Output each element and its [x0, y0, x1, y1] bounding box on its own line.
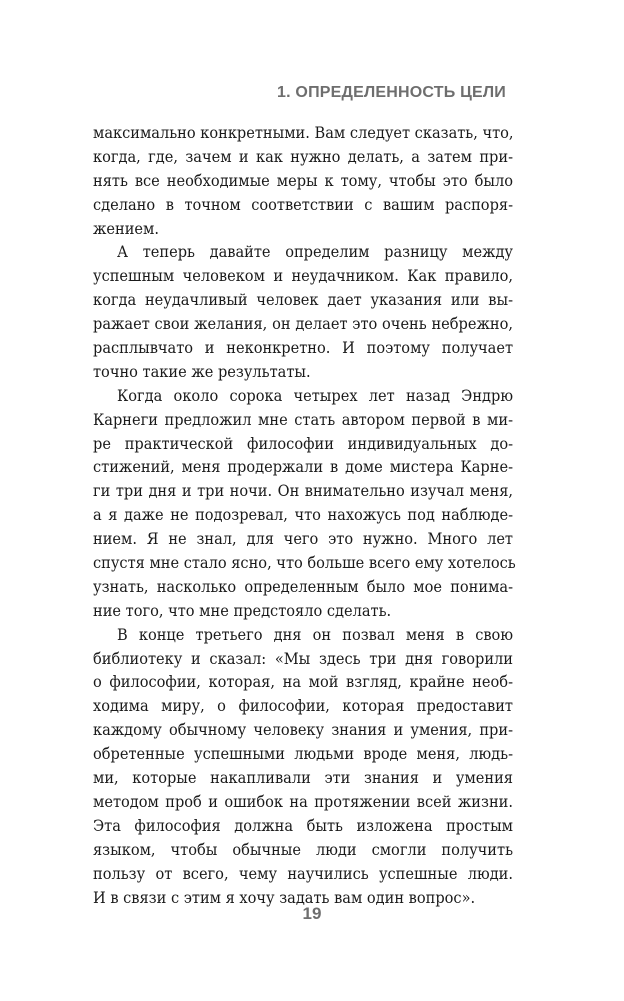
text-line: нием. Я не знал, для чего это нужно. Много лет [93, 529, 513, 549]
text-line: нять все необходимые меры к тому, чтобы это было [93, 170, 513, 190]
text-line: Когда около сорока четырех лет назад Эндрю [117, 385, 513, 405]
text-line: ги три дня и три ночи. Он внимательно изучал меня, [93, 481, 513, 501]
text-line: ражает свои желания, он делает это очень небрежно, [93, 314, 513, 334]
text-line: языком, чтобы обычные люди смогли получить [93, 839, 513, 859]
text-line: стижений, меня продержали в доме мистера Карне- [93, 457, 513, 477]
text-line: каждому обычному человеку знания и умения, при- [93, 720, 513, 740]
page-number: 19 [302, 904, 322, 923]
text-line: расплывчато и неконкретно. И поэтому получает [93, 338, 513, 358]
text-line: жением. [93, 218, 159, 238]
text-line: о философии, которая, на мой взгляд, крайне необ- [93, 672, 513, 692]
text-line: библиотеку и сказал: «Мы здесь три дня говорили [93, 648, 513, 668]
text-line: ходима миру, о философии, которая предоставит [93, 696, 513, 716]
text-line: когда, где, зачем и как нужно делать, а затем при- [93, 146, 513, 166]
text-line: Эта философия должна быть изложена простым [93, 815, 513, 835]
body-text [93, 121, 516, 909]
running-header-chapter-title: 1. ОПРЕДЕЛЕННОСТЬ ЦЕЛИ [277, 84, 506, 101]
text-line: ре практической философии индивидуальных до- [93, 433, 513, 453]
text-line: ми, которые накапливали эти знания и умения [93, 768, 513, 788]
text-line: обретенные успешными людьми вроде меня, людь- [93, 744, 513, 764]
text-line: ние того, что мне предстояло сделать. [93, 600, 392, 620]
text-line: И в связи с этим я хочу задать вам один вопрос». [93, 887, 476, 907]
text-line: максимально конкретными. Вам следует сказать, что, [93, 123, 514, 142]
text-line: сделано в точном соответствии с вашим распоря- [93, 194, 513, 214]
text-line: пользу от всего, чему научились успешные люди. [93, 863, 513, 883]
text-line: спустя мне стало ясно, что больше всего ему хотелось [93, 553, 516, 573]
text-line: В конце третьего дня он позвал меня в свою [117, 624, 513, 644]
text-line: узнать, насколько определенным было мое понима- [93, 576, 513, 596]
text-line: А теперь давайте определим разницу между [117, 242, 513, 262]
text-line: Карнеги предложил мне стать автором первой в ми- [93, 409, 513, 429]
text-line: когда неудачливый человек дает указания или вы- [93, 290, 513, 310]
text-line: методом проб и ошибок на протяжении всей жизни. [93, 791, 513, 811]
text-line: а я даже не подозревал, что нахожусь под наблюде- [93, 505, 513, 525]
text-line: успешным человеком и неудачником. Как правило, [93, 266, 513, 286]
text-line: точно такие же результаты. [93, 361, 311, 381]
